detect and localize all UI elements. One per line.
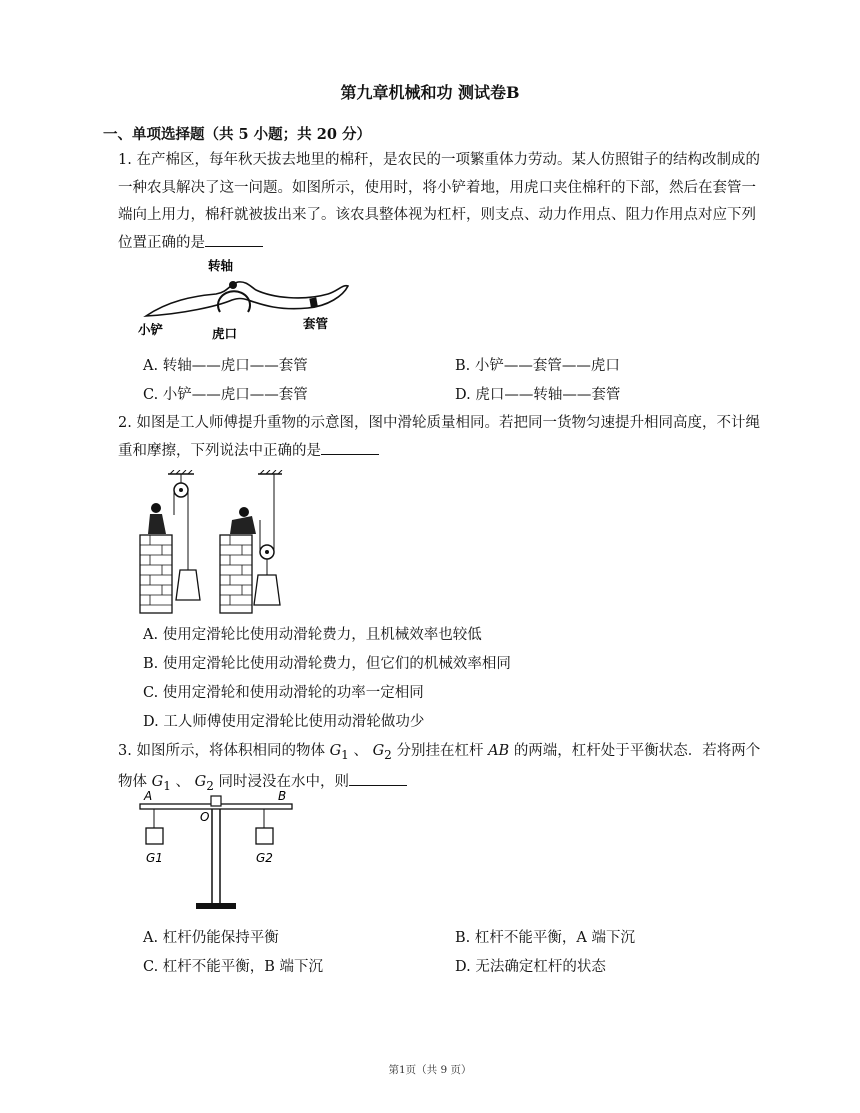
q1-option-a: A. 转轴——虎口——套管 — [143, 358, 308, 374]
page-title: 第九章机械和功 测试卷B — [340, 83, 520, 102]
q3-text: 的两端，杠杆处于平衡状态．若将两个物体 — [118, 743, 761, 791]
q3-option-b: B. 杠杆不能平衡，A 端下沉 — [455, 930, 635, 946]
q3-g1: G — [151, 774, 164, 791]
q2-option-c: C. 使用定滑轮和使用动滑轮的功率一定相同 — [143, 685, 424, 701]
q3-option-c: C. 杠杆不能平衡，B 端下沉 — [143, 959, 324, 975]
q3-g1: G — [329, 743, 342, 759]
q3-g1-sub: 1 — [341, 747, 349, 762]
label-g2: G2 — [256, 851, 273, 865]
q2-option-d: D. 工人师傅使用定滑轮比使用动滑轮做功少 — [143, 714, 425, 730]
q2-option-a: A. 使用定滑轮比使用动滑轮费力，且机械效率也较低 — [143, 627, 482, 643]
pulley-figure — [136, 470, 296, 615]
q3-g2-sub: 2 — [206, 779, 214, 794]
question-2 — [118, 410, 763, 465]
question-1 — [118, 147, 763, 257]
q1-option-c: C. 小铲——虎口——套管 — [143, 387, 308, 403]
label-a: A — [144, 789, 153, 803]
q3-g2: G — [372, 743, 385, 759]
q1-option-b: B. 小铲——套管——虎口 — [455, 358, 620, 374]
q3-option-d: D. 无法确定杠杆的状态 — [455, 959, 606, 975]
page-footer: 第1页（共 9 页） — [388, 1064, 472, 1076]
q3-sep: 、 — [175, 774, 190, 791]
q3-text: 3. 如图所示，将体积相同的物体 — [118, 743, 325, 759]
label-jaw: 虎口 — [212, 326, 238, 341]
q3-text: 分别挂在杠杆 — [396, 743, 484, 759]
answer-blank — [205, 232, 263, 247]
label-o: O — [200, 810, 210, 824]
q3-sep: 、 — [353, 743, 368, 759]
q3-g2: G — [194, 774, 207, 791]
answer-blank — [321, 440, 379, 455]
q3-ab: AB — [488, 743, 510, 759]
label-pivot: 转轴 — [208, 258, 234, 273]
cotton-puller-figure — [138, 256, 353, 346]
label-g1: G1 — [146, 851, 163, 865]
lever-figure — [138, 788, 298, 916]
q3-text: 同时浸没在水中，则 — [218, 774, 349, 791]
q3-g1-sub: 1 — [163, 779, 171, 794]
section-heading: 一、单项选择题（共 5 小题；共 20 分） — [103, 126, 371, 143]
q3-option-a: A. 杠杆仍能保持平衡 — [143, 930, 279, 946]
q3-g2-sub: 2 — [384, 747, 392, 762]
question-1-stem: 1. 在产棉区，每年秋天拔去地里的棉秆，是农民的一项繁重体力劳动。某人仿照钳子的结构改制成的一种农具解决了这一问题。如图所示，使用时，将小铲着地，用虎口夹住棉秆的下部，然后在套管一端向上用力，棉秆就被拔出来了。该农具整体视为杠杆，则支点、动力作用点、阻力作用点对应下列位置正确的是 — [118, 152, 760, 251]
q1-option-d: D. 虎口——转轴——套管 — [455, 387, 621, 403]
label-sleeve: 套管 — [303, 316, 329, 331]
answer-blank — [349, 771, 407, 786]
q2-option-b: B. 使用定滑轮比使用动滑轮费力，但它们的机械效率相同 — [143, 656, 511, 672]
label-shovel: 小铲 — [138, 322, 164, 337]
label-b: B — [278, 789, 287, 803]
question-2-stem: 2. 如图是工人师傅提升重物的示意图，图中滑轮质量相同。若把同一货物匀速提升相同高度，不计绳重和摩擦，下列说法中正确的是 — [118, 415, 760, 459]
